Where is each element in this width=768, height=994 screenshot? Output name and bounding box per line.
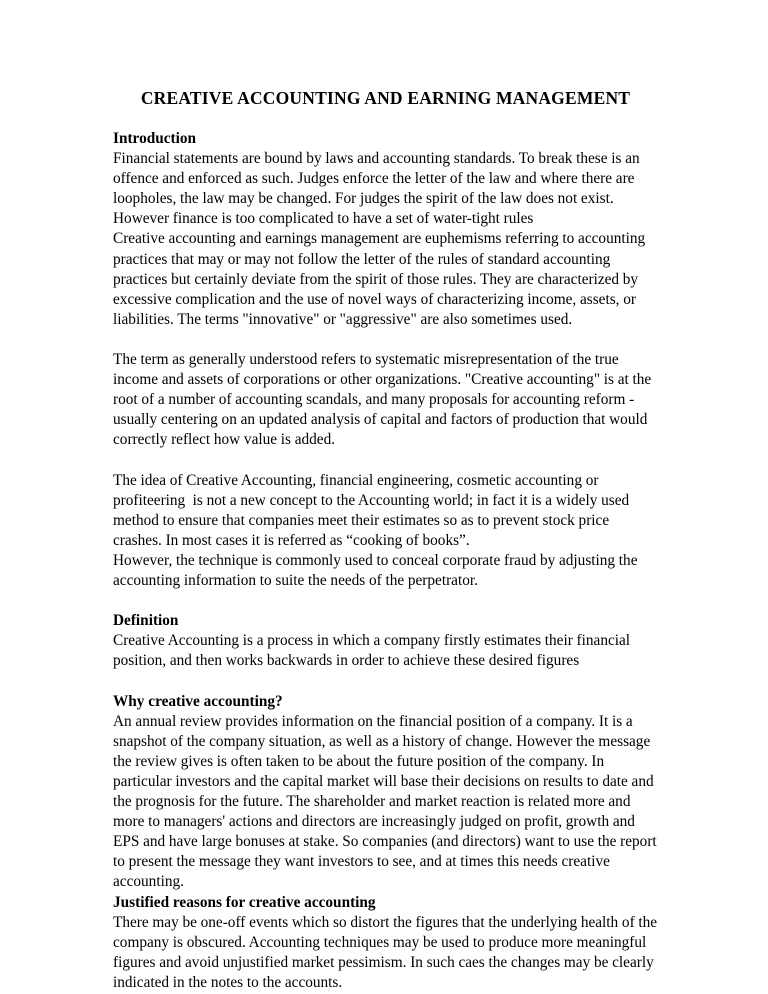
paragraph-intro-4: The idea of Creative Accounting, financial engineering, cosmetic accounting or profiteering is not a new concept to the Accounting world; in fact it is a widely used method to ensure that companies meet their estimates so as to prevent stock price crashes. In most cases it is referred as “cooking of books”. bbox=[113, 471, 633, 549]
title-spacer bbox=[113, 110, 658, 129]
page-title: CREATIVE ACCOUNTING AND EARNING MANAGEMENT bbox=[140, 88, 631, 108]
heading-definition: Definition bbox=[113, 612, 179, 630]
paragraph-spacer bbox=[113, 672, 658, 692]
paragraph-spacer bbox=[113, 330, 658, 350]
paragraph-intro-5: However, the technique is commonly used to conceal corporate fraud by adjusting the accounting information to suite the needs of the perpetrator. bbox=[113, 551, 642, 590]
heading-justified-reasons: Justified reasons for creative accounting bbox=[113, 893, 376, 911]
paragraph-justified-reasons: There may be one-off events which so distort the figures that the underlying health of the company is obscured. Accounting techniques may be used to produce more meaningful figures and avoid unjustified market pessimism. In such caes the changes may be clearly indicated in the notes to the accounts. bbox=[113, 913, 661, 991]
paragraph-intro-2: Creative accounting and earnings management are euphemisms referring to accounting practices that may or may not follow the letter of the rules of standard accounting practices but certainly deviate from the spirit of those rules. They are characterized by excessive complication and the use of novel ways of characterizing income, assets, or liabilities. The terms "innovative" or "aggressive" are also sometimes used. bbox=[113, 230, 649, 328]
paragraph-spacer bbox=[113, 451, 658, 471]
paragraph-intro-1: Financial statements are bound by laws and accounting standards. To break these is an offence and enforced as such. Judges enforce the letter of the law and where there are loopholes, the law may be changed. For judges the spirit of the law does not exist. However finance is too complicated to have a set of water-tight rules bbox=[113, 150, 644, 228]
paragraph-intro-3: The term as generally understood refers to systematic misrepresentation of the true income and assets of corporations or other organizations. "Creative accounting" is at the root of a number of accounting scandals, and many proposals for accounting reform - usually centering on an updated analysis of capital and factors of production that would correctly reflect how value is added. bbox=[113, 351, 655, 449]
paragraph-definition: Creative Accounting is a process in which a company firstly estimates their financial position, and then works backwards in order to achieve these desired figures bbox=[113, 632, 634, 670]
paragraph-spacer bbox=[113, 591, 658, 611]
paragraph-why-creative-accounting: An annual review provides information on the financial position of a company. It is a snapshot of the company situation, as well as a history of change. However the message the review gives is often taken to be about the future position of the company. In particular investors and the capital market will base their decisions on results to date and the prognosis for the future. The shareholder and market reaction is related more and more to managers' actions and directors are increasingly judged on profit, growth and EPS and have large bonuses at stake. So companies (and directors) want to use the report to present the message they want investors to see, and at times this needs creative accounting. bbox=[113, 712, 661, 891]
document-content bbox=[113, 86, 661, 993]
heading-why-creative-accounting: Why creative accounting? bbox=[113, 692, 283, 710]
heading-introduction: Introduction bbox=[113, 130, 197, 147]
